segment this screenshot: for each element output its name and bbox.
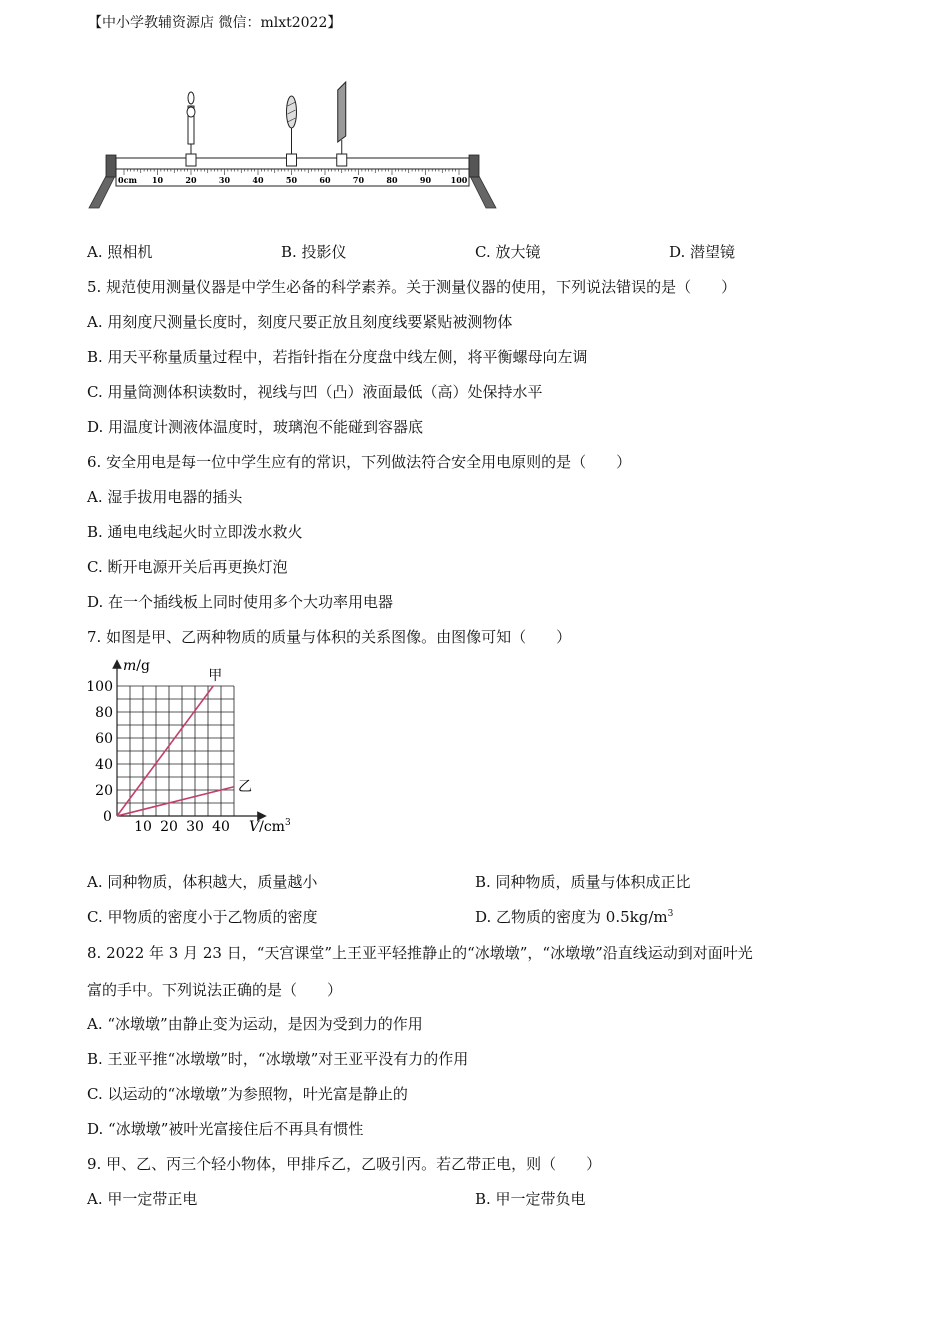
q5-option-b: B. 用天平称量质量过程中，若指针指在分度盘中线左侧，将平衡螺母向左调	[87, 348, 588, 366]
q7-option-c: C. 甲物质的密度小于乙物质的密度	[87, 908, 318, 926]
q8-option-a: A. “冰墩墩”由静止变为运动，是因为受到力的作用	[87, 1015, 423, 1033]
x-tick-label: 30	[186, 819, 204, 835]
origin-label: 0	[103, 809, 112, 825]
q6-option-c: C. 断开电源开关后再更换灯泡	[87, 558, 288, 576]
bench-tick-label: 80	[386, 175, 398, 185]
bench-tick-label: 40	[252, 175, 264, 185]
q5-stem: 5. 规范使用测量仪器是中学生必备的科学素养。关于测量仪器的使用，下列说法错误的是（ ）	[87, 278, 737, 296]
q9-option-a: A. 甲一定带正电	[87, 1190, 198, 1208]
q7-option-d: D. 乙物质的密度为 $0.5kg/m^3$	[475, 908, 674, 926]
y-tick-label: 80	[95, 705, 113, 721]
q7-option-b: B. 同种物质，质量与体积成正比	[475, 873, 691, 891]
y-tick-label: 60	[95, 731, 113, 747]
q6-option-b: B. 通电电线起火时立即泼水救火	[87, 523, 303, 541]
bench-tick-label: 70	[352, 175, 365, 185]
bench-tick-label: 90	[419, 175, 432, 185]
x-axis-label: $V/cm^3$	[249, 818, 291, 835]
y-tick-label: 40	[95, 757, 113, 773]
bench-unit-label: 0cm	[118, 175, 137, 185]
q4-option-c: C. 放大镜	[475, 243, 541, 261]
y-tick-label: 20	[95, 783, 113, 799]
q7-stem: 7. 如图是甲、乙两种物质的质量与体积的关系图像。由图像可知（ ）	[87, 628, 572, 646]
y-tick-label: 100	[86, 679, 113, 695]
q7-option-d-superscript: 3	[667, 909, 674, 919]
q6-stem: 6. 安全用电是每一位中学生应有的常识，下列做法符合安全用电原则的是（ ）	[87, 453, 632, 471]
bench-tick-label: 50	[285, 175, 298, 185]
q5-option-d: D. 用温度计测液体温度时，玻璃泡不能碰到容器底	[87, 418, 424, 436]
candle	[186, 92, 196, 166]
q6-option-a: A. 湿手拔用电器的插头	[87, 488, 243, 506]
bench-end-right	[469, 155, 479, 177]
bench-tick-label: 100	[450, 175, 468, 185]
q5-option-a: A. 用刻度尺测量长度时，刻度尺要正放且刻度线要紧贴被测物体	[87, 313, 513, 331]
mass-volume-chart	[84, 656, 304, 842]
bench-stand-left	[89, 176, 115, 208]
light-screen	[337, 82, 347, 166]
bench-tick-label: 30	[218, 175, 231, 185]
q6-option-d: D. 在一个插线板上同时使用多个大功率用电器	[87, 593, 394, 611]
convex-lens	[287, 96, 297, 166]
series-label: 甲	[208, 668, 223, 684]
bench-tick-label: 20	[185, 175, 197, 185]
q8-option-d: D. “冰墩墩”被叶光富接住后不再具有惯性	[87, 1120, 364, 1138]
q4-option-b: B. 投影仪	[281, 243, 347, 261]
bench-tick-label: 10	[151, 175, 164, 185]
q8-stem-line-2: 富的手中。下列说法正确的是（ ）	[87, 981, 343, 999]
bench-tick-label: 60	[319, 175, 331, 185]
q8-stem-line-1: 8. 2022 年 3 月 23 日，“天宫课堂”上王亚平轻推静止的“冰墩墩”，“冰墩墩”沿直线运动到对面叶光	[87, 944, 753, 962]
q9-stem: 9. 甲、乙、丙三个轻小物体，甲排斥乙，乙吸引丙。若乙带正电，则（ ）	[87, 1155, 602, 1173]
x-tick-label: 10	[134, 819, 152, 835]
chart-grid	[117, 686, 234, 816]
q8-option-b: B. 王亚平推“冰墩墩”时，“冰墩墩”对王亚平没有力的作用	[87, 1050, 469, 1068]
q4-option-d: D. 潜望镜	[669, 243, 736, 261]
page-header: 【中小学教辅资源店 微信：mlxt2022】	[88, 15, 342, 31]
q5-option-c: C. 用量筒测体积读数时，视线与凹（凸）液面最低（高）处保持水平	[87, 383, 543, 401]
q8-option-c: C. 以运动的“冰墩墩”为参照物，叶光富是静止的	[87, 1085, 408, 1103]
bench-end-left	[106, 155, 116, 177]
q9-option-b: B. 甲一定带负电	[475, 1190, 586, 1208]
x-tick-label: 40	[212, 819, 230, 835]
x-tick-label: 20	[160, 819, 178, 835]
y-axis-label: m/g	[123, 658, 150, 674]
q7-option-a: A. 同种物质，体积越大，质量越小	[87, 873, 318, 891]
series-label: 乙	[238, 778, 252, 795]
optical-bench-figure	[84, 78, 504, 213]
bench-stand-right	[470, 176, 496, 208]
q4-option-a: A. 照相机	[87, 243, 153, 261]
